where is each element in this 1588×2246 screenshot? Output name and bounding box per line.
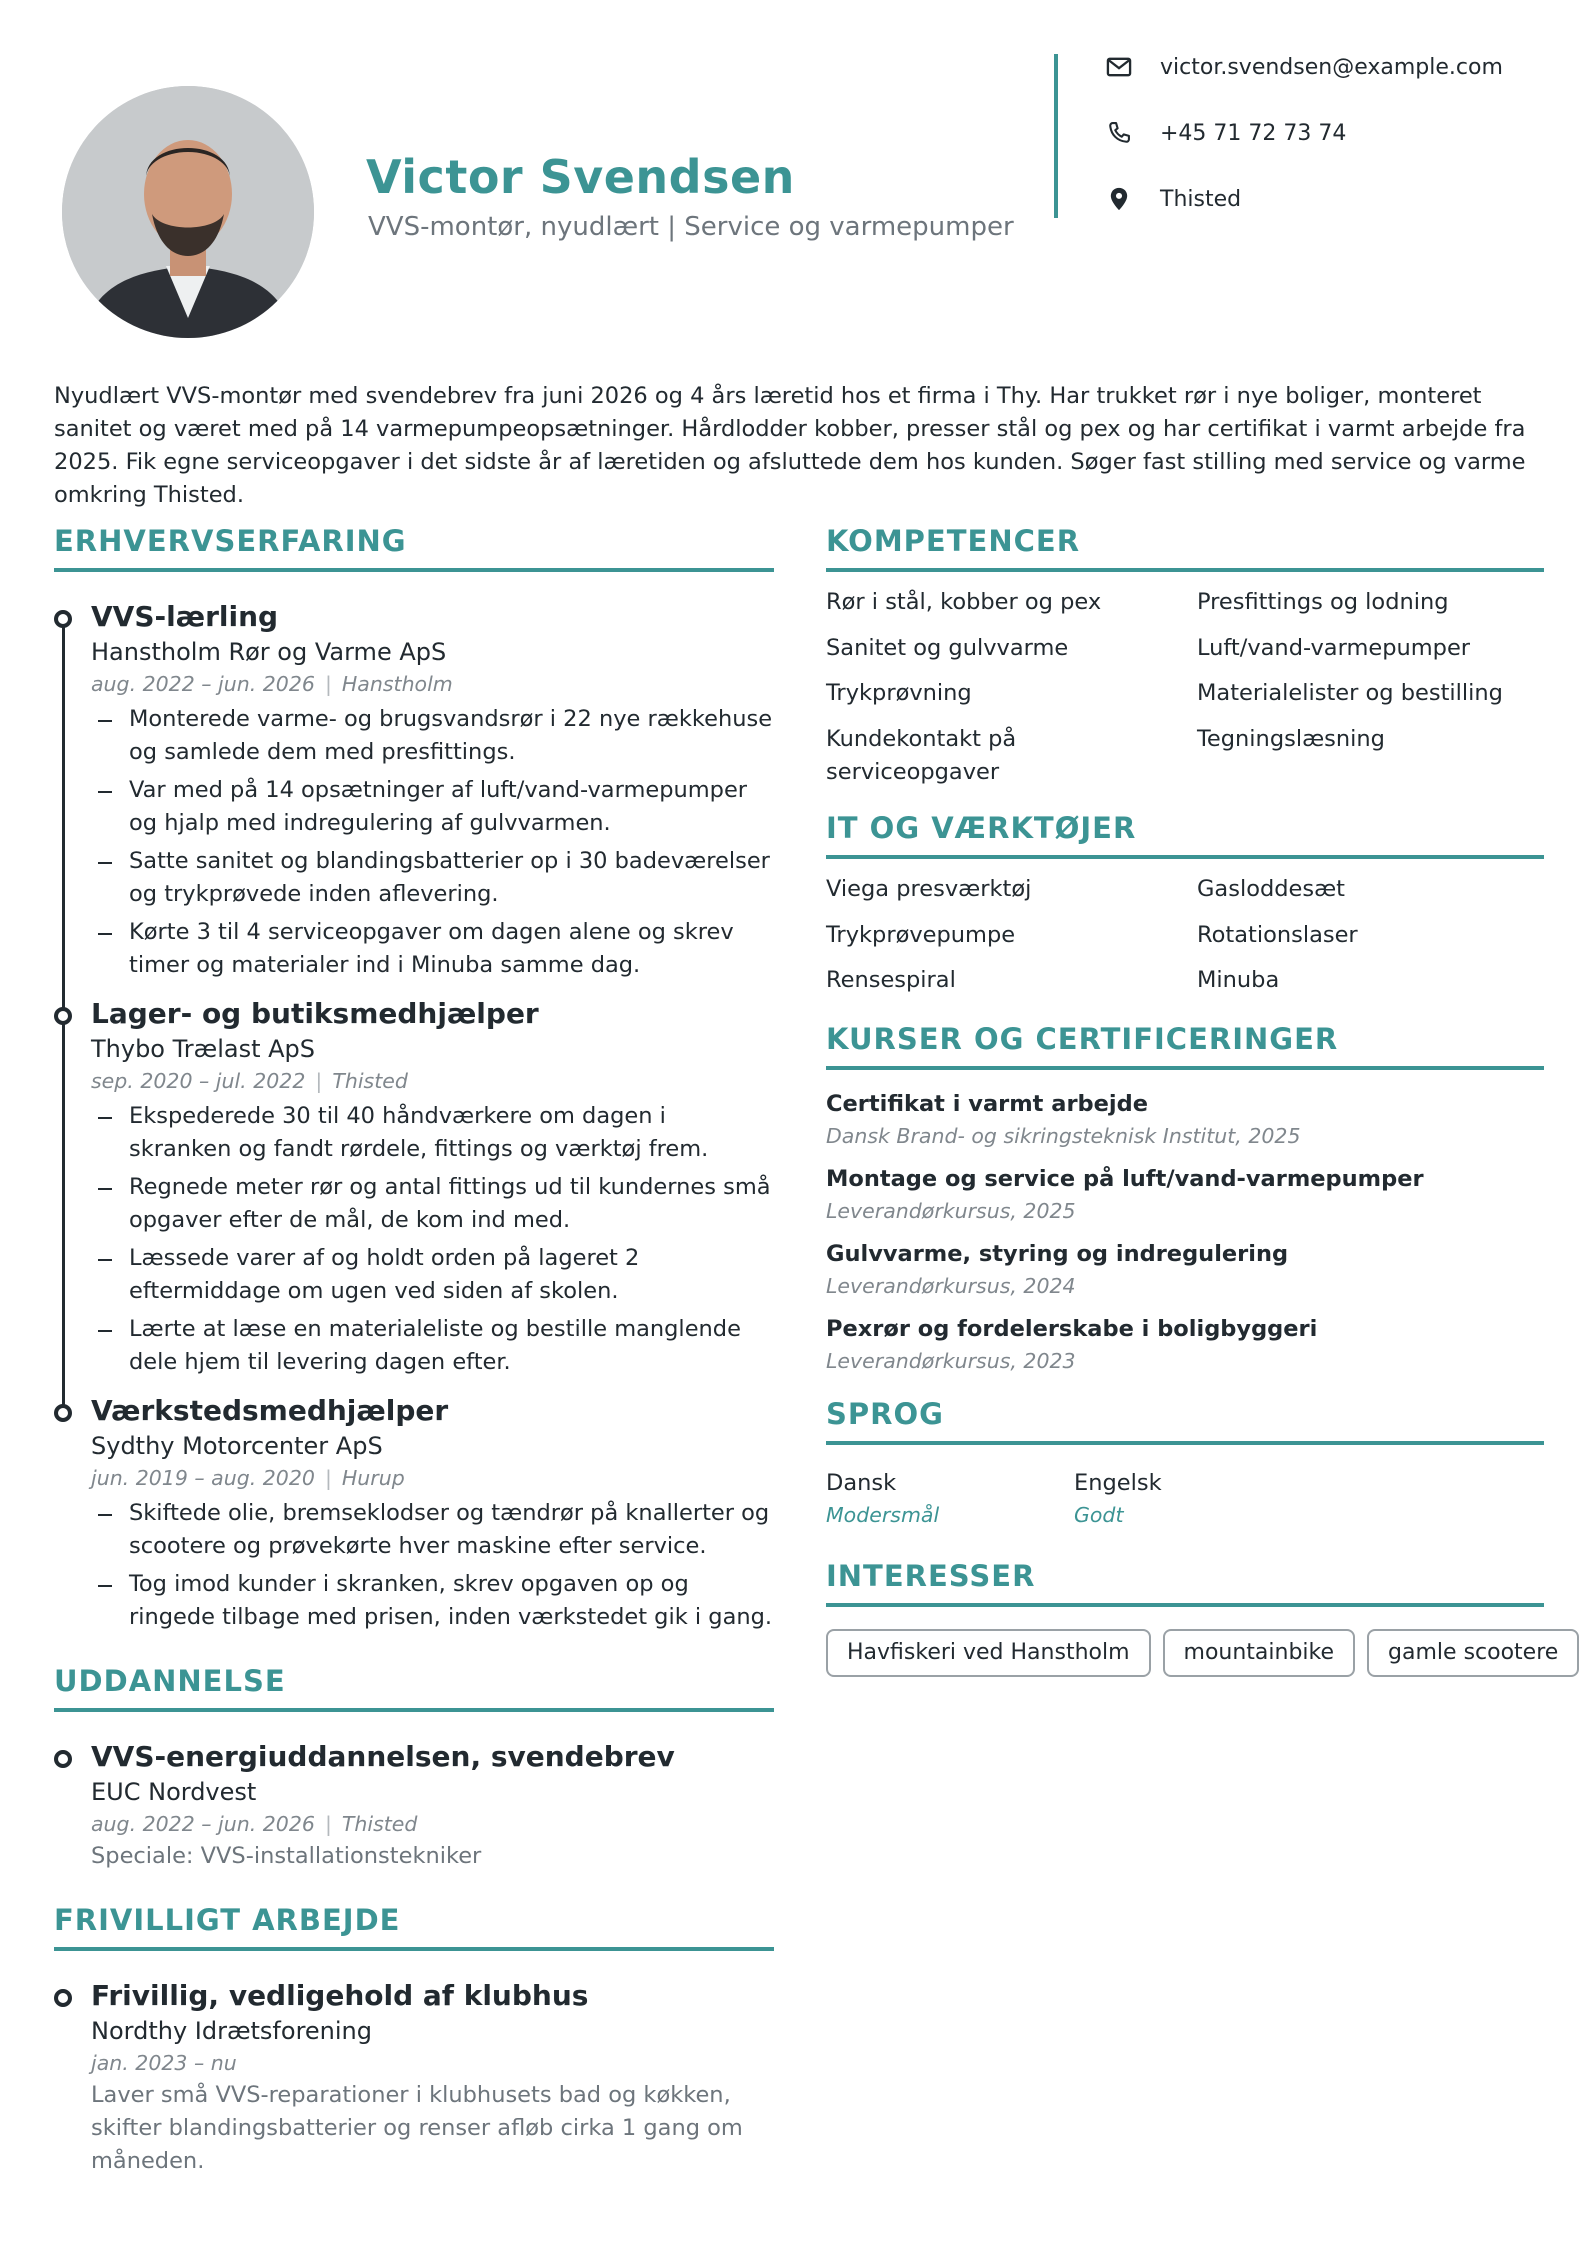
volunteer-item bbox=[54, 1977, 774, 2178]
meta-separator: | bbox=[324, 1466, 332, 1490]
contact-divider bbox=[1054, 54, 1058, 218]
experience-item bbox=[54, 1392, 774, 1634]
bullet-item: Lærte at læse en materialeliste og bestille manglende dele hjem til levering dagen efter. bbox=[91, 1313, 774, 1379]
timeline-dot bbox=[54, 610, 72, 628]
job-place: Hurup bbox=[341, 1466, 405, 1490]
experience-timeline bbox=[54, 598, 774, 1634]
interests-heading: INTERESSER bbox=[826, 1559, 1544, 1607]
experience-heading: ERHVERVSERFARING bbox=[54, 524, 774, 572]
job-dates: aug. 2022 – jun. 2026 bbox=[91, 672, 315, 696]
candidate-name: Victor Svendsen bbox=[366, 150, 795, 204]
school: EUC Nordvest bbox=[91, 1778, 257, 1806]
course-item bbox=[826, 1163, 1544, 1227]
bullet-item: Ekspederede 30 til 40 håndværkere om dagen i skranken og fandt rørdele, fittings og værktøj frem. bbox=[91, 1100, 774, 1166]
interest-tag: mountainbike bbox=[1163, 1629, 1356, 1677]
profile-summary: Nyudlært VVS-montør med svendebrev fra juni 2026 og 4 års læretid hos et firma i Thy. Har trukket rør i nye boliger, monteret sanitet og været med på 14 varmepumpeopsætninger. Hårdlodder kobber, presser stål og pex og har certifikat i varmt arbejde fra 2025. Fik egne serviceopgaver i det sidste år af læretiden og afsluttede dem hos kunden. Søger fast stilling med service og varme omkring Thisted. bbox=[54, 383, 1526, 508]
skill-item: Trykprøvning bbox=[826, 680, 972, 706]
job-meta bbox=[91, 668, 774, 700]
meta-separator: | bbox=[315, 1069, 323, 1093]
tool-item: Rotationslaser bbox=[1197, 921, 1358, 948]
bullet-item: Satte sanitet og blandingsbatterier op i 30 badeværelser og trykprøvede inden aflevering. bbox=[91, 845, 774, 911]
tools-heading: IT OG VÆRKTØJER bbox=[826, 811, 1544, 859]
interest-tag: gamle scootere bbox=[1367, 1629, 1579, 1677]
phone-icon bbox=[1104, 118, 1134, 148]
employer: Sydthy Motorcenter ApS bbox=[91, 1432, 383, 1460]
courses-heading: KURSER OG CERTIFICERINGER bbox=[826, 1022, 1544, 1070]
tools-list bbox=[826, 873, 1544, 1010]
skill-item: Sanitet og gulvvarme bbox=[826, 634, 1069, 661]
meta-separator: | bbox=[324, 1812, 332, 1836]
skills-heading: KOMPETENCER bbox=[826, 524, 1544, 572]
education-meta bbox=[91, 1808, 774, 1840]
languages-heading: SPROG bbox=[826, 1397, 1544, 1445]
job-dates: sep. 2020 – jul. 2022 bbox=[91, 1069, 306, 1093]
language-item bbox=[1074, 1467, 1322, 1531]
language-name: Engelsk bbox=[1074, 1469, 1162, 1496]
tool-item: Viega presværktøj bbox=[826, 876, 1032, 902]
course-item bbox=[826, 1238, 1544, 1302]
course-name: Certifikat i varmt arbejde bbox=[826, 1090, 1148, 1117]
tool-item: Rensespiral bbox=[826, 967, 956, 993]
contact-location bbox=[1104, 184, 1564, 214]
employer: Hanstholm Rør og Varme ApS bbox=[91, 638, 447, 666]
skill-item: Kundekontakt på serviceopgaver bbox=[826, 725, 1017, 785]
skill-item: Tegningslæsning bbox=[1197, 725, 1385, 752]
volunteer-heading: FRIVILLIGT ARBEJDE bbox=[54, 1903, 774, 1951]
language-item bbox=[826, 1467, 1074, 1531]
language-name: Dansk bbox=[826, 1469, 897, 1496]
job-bullets bbox=[91, 1497, 774, 1634]
bullet-item: Regnede meter rør og antal fittings ud til kundernes små opgaver efter de mål, de kom ind med. bbox=[91, 1171, 774, 1237]
bullet-item: Var med på 14 opsætninger af luft/vand-varmepumper og hjalp med indregulering af gulvvarmen. bbox=[91, 774, 774, 840]
contact-block bbox=[1104, 52, 1564, 250]
education-heading: UDDANNELSE bbox=[54, 1664, 774, 1712]
tool-item: Minuba bbox=[1197, 967, 1280, 993]
course-name: Gulvvarme, styring og indregulering bbox=[826, 1240, 1289, 1267]
job-place: Hanstholm bbox=[341, 672, 453, 696]
languages-list bbox=[826, 1467, 1544, 1531]
timeline-dot bbox=[54, 1750, 72, 1768]
course-name: Montage og service på luft/vand-varmepumper bbox=[826, 1165, 1424, 1192]
bullet-item: Monterede varme- og brugsvandsrør i 22 nye rækkehuse og samlede dem med presfittings. bbox=[91, 703, 774, 769]
volunteer-list bbox=[54, 1977, 774, 2178]
course-source: Leverandørkursus, 2023 bbox=[826, 1348, 1076, 1373]
course-name: Pexrør og fordelerskabe i boligbyggeri bbox=[826, 1315, 1318, 1342]
volunteer-note: Laver små VVS-reparationer i klubhusets bad og køkken, skifter blandingsbatterier og renser afløb cirka 1 gang om måneden. bbox=[91, 2082, 743, 2174]
volunteer-dates: jan. 2023 – nu bbox=[91, 2051, 237, 2075]
language-level: Modersmål bbox=[826, 1502, 940, 1527]
skill-item: Rør i stål, kobber og pex bbox=[826, 589, 1102, 615]
education-list bbox=[54, 1738, 774, 1873]
degree-title: VVS-energiuddannelsen, svendebrev bbox=[91, 1740, 675, 1773]
course-source: Dansk Brand- og sikringsteknisk Institut, 2025 bbox=[826, 1123, 1301, 1148]
left-column bbox=[54, 524, 774, 2178]
contact-email[interactable] bbox=[1104, 52, 1564, 82]
education-dates: aug. 2022 – jun. 2026 bbox=[91, 1812, 315, 1836]
course-source: Leverandørkursus, 2024 bbox=[826, 1273, 1076, 1298]
skills-list bbox=[826, 586, 1544, 801]
job-meta bbox=[91, 1065, 774, 1097]
job-meta bbox=[91, 1462, 774, 1494]
bullet-item: Kørte 3 til 4 serviceopgaver om dagen alene og skrev timer og materialer ind i Minuba samme dag. bbox=[91, 916, 774, 982]
tool-item: Trykprøvepumpe bbox=[826, 921, 1016, 948]
mail-icon bbox=[1104, 52, 1134, 82]
timeline-dot bbox=[54, 1404, 72, 1422]
job-title: Lager- og butiksmedhjælper bbox=[91, 997, 539, 1030]
tool-item: Gasloddesæt bbox=[1197, 876, 1346, 902]
experience-item bbox=[54, 598, 774, 982]
contact-phone[interactable] bbox=[1104, 118, 1564, 148]
timeline-dot bbox=[54, 1007, 72, 1025]
portrait-image bbox=[62, 86, 314, 338]
courses-list bbox=[826, 1088, 1544, 1377]
bullet-item: Skiftede olie, bremseklodser og tændrør på knallerter og scootere og prøvekørte hver maskine efter service. bbox=[91, 1497, 774, 1563]
job-bullets bbox=[91, 1100, 774, 1379]
email-text: victor.svendsen@example.com bbox=[1160, 54, 1503, 80]
job-dates: jun. 2019 – aug. 2020 bbox=[91, 1466, 315, 1490]
profile-photo bbox=[62, 86, 314, 338]
language-level: Godt bbox=[1074, 1502, 1124, 1527]
volunteer-org: Nordthy Idrætsforening bbox=[91, 2017, 372, 2045]
volunteer-section bbox=[54, 1903, 774, 2178]
education-note: Speciale: VVS-installationstekniker bbox=[91, 1843, 482, 1869]
education-place: Thisted bbox=[341, 1812, 418, 1836]
location-pin-icon bbox=[1104, 184, 1134, 214]
experience-item bbox=[54, 995, 774, 1379]
phone-text: +45 71 72 73 74 bbox=[1160, 120, 1347, 146]
skill-item: Presfittings og lodning bbox=[1197, 589, 1449, 615]
interest-tag: Havfiskeri ved Hanstholm bbox=[826, 1629, 1151, 1677]
employer: Thybo Trælast ApS bbox=[91, 1035, 315, 1063]
meta-separator: | bbox=[324, 672, 332, 696]
timeline-dot bbox=[54, 1989, 72, 2007]
candidate-headline: VVS-montør, nyudlært | Service og varmepumper bbox=[368, 212, 1014, 242]
location-text: Thisted bbox=[1160, 186, 1242, 212]
bullet-item: Tog imod kunder i skranken, skrev opgaven op og ringede tilbage med prisen, inden værkstedet gik i gang. bbox=[91, 1568, 774, 1634]
job-place: Thisted bbox=[332, 1069, 408, 1093]
education-item bbox=[54, 1738, 774, 1873]
job-bullets bbox=[91, 703, 774, 982]
job-title: VVS-lærling bbox=[91, 600, 279, 633]
course-source: Leverandørkursus, 2025 bbox=[826, 1198, 1076, 1223]
course-item bbox=[826, 1313, 1544, 1377]
bullet-item: Læssede varer af og holdt orden på lageret 2 eftermiddage om ugen ved siden af skolen. bbox=[91, 1242, 774, 1308]
right-column bbox=[826, 524, 1559, 1677]
interests-list bbox=[826, 1629, 1559, 1677]
job-title: Værkstedsmedhjælper bbox=[91, 1394, 449, 1427]
volunteer-role: Frivillig, vedligehold af klubhus bbox=[91, 1979, 589, 2012]
skill-item: Luft/vand-varmepumper bbox=[1197, 634, 1471, 661]
skill-item: Materialelister og bestilling bbox=[1197, 680, 1503, 706]
course-item bbox=[826, 1088, 1544, 1152]
education-section bbox=[54, 1664, 774, 1873]
